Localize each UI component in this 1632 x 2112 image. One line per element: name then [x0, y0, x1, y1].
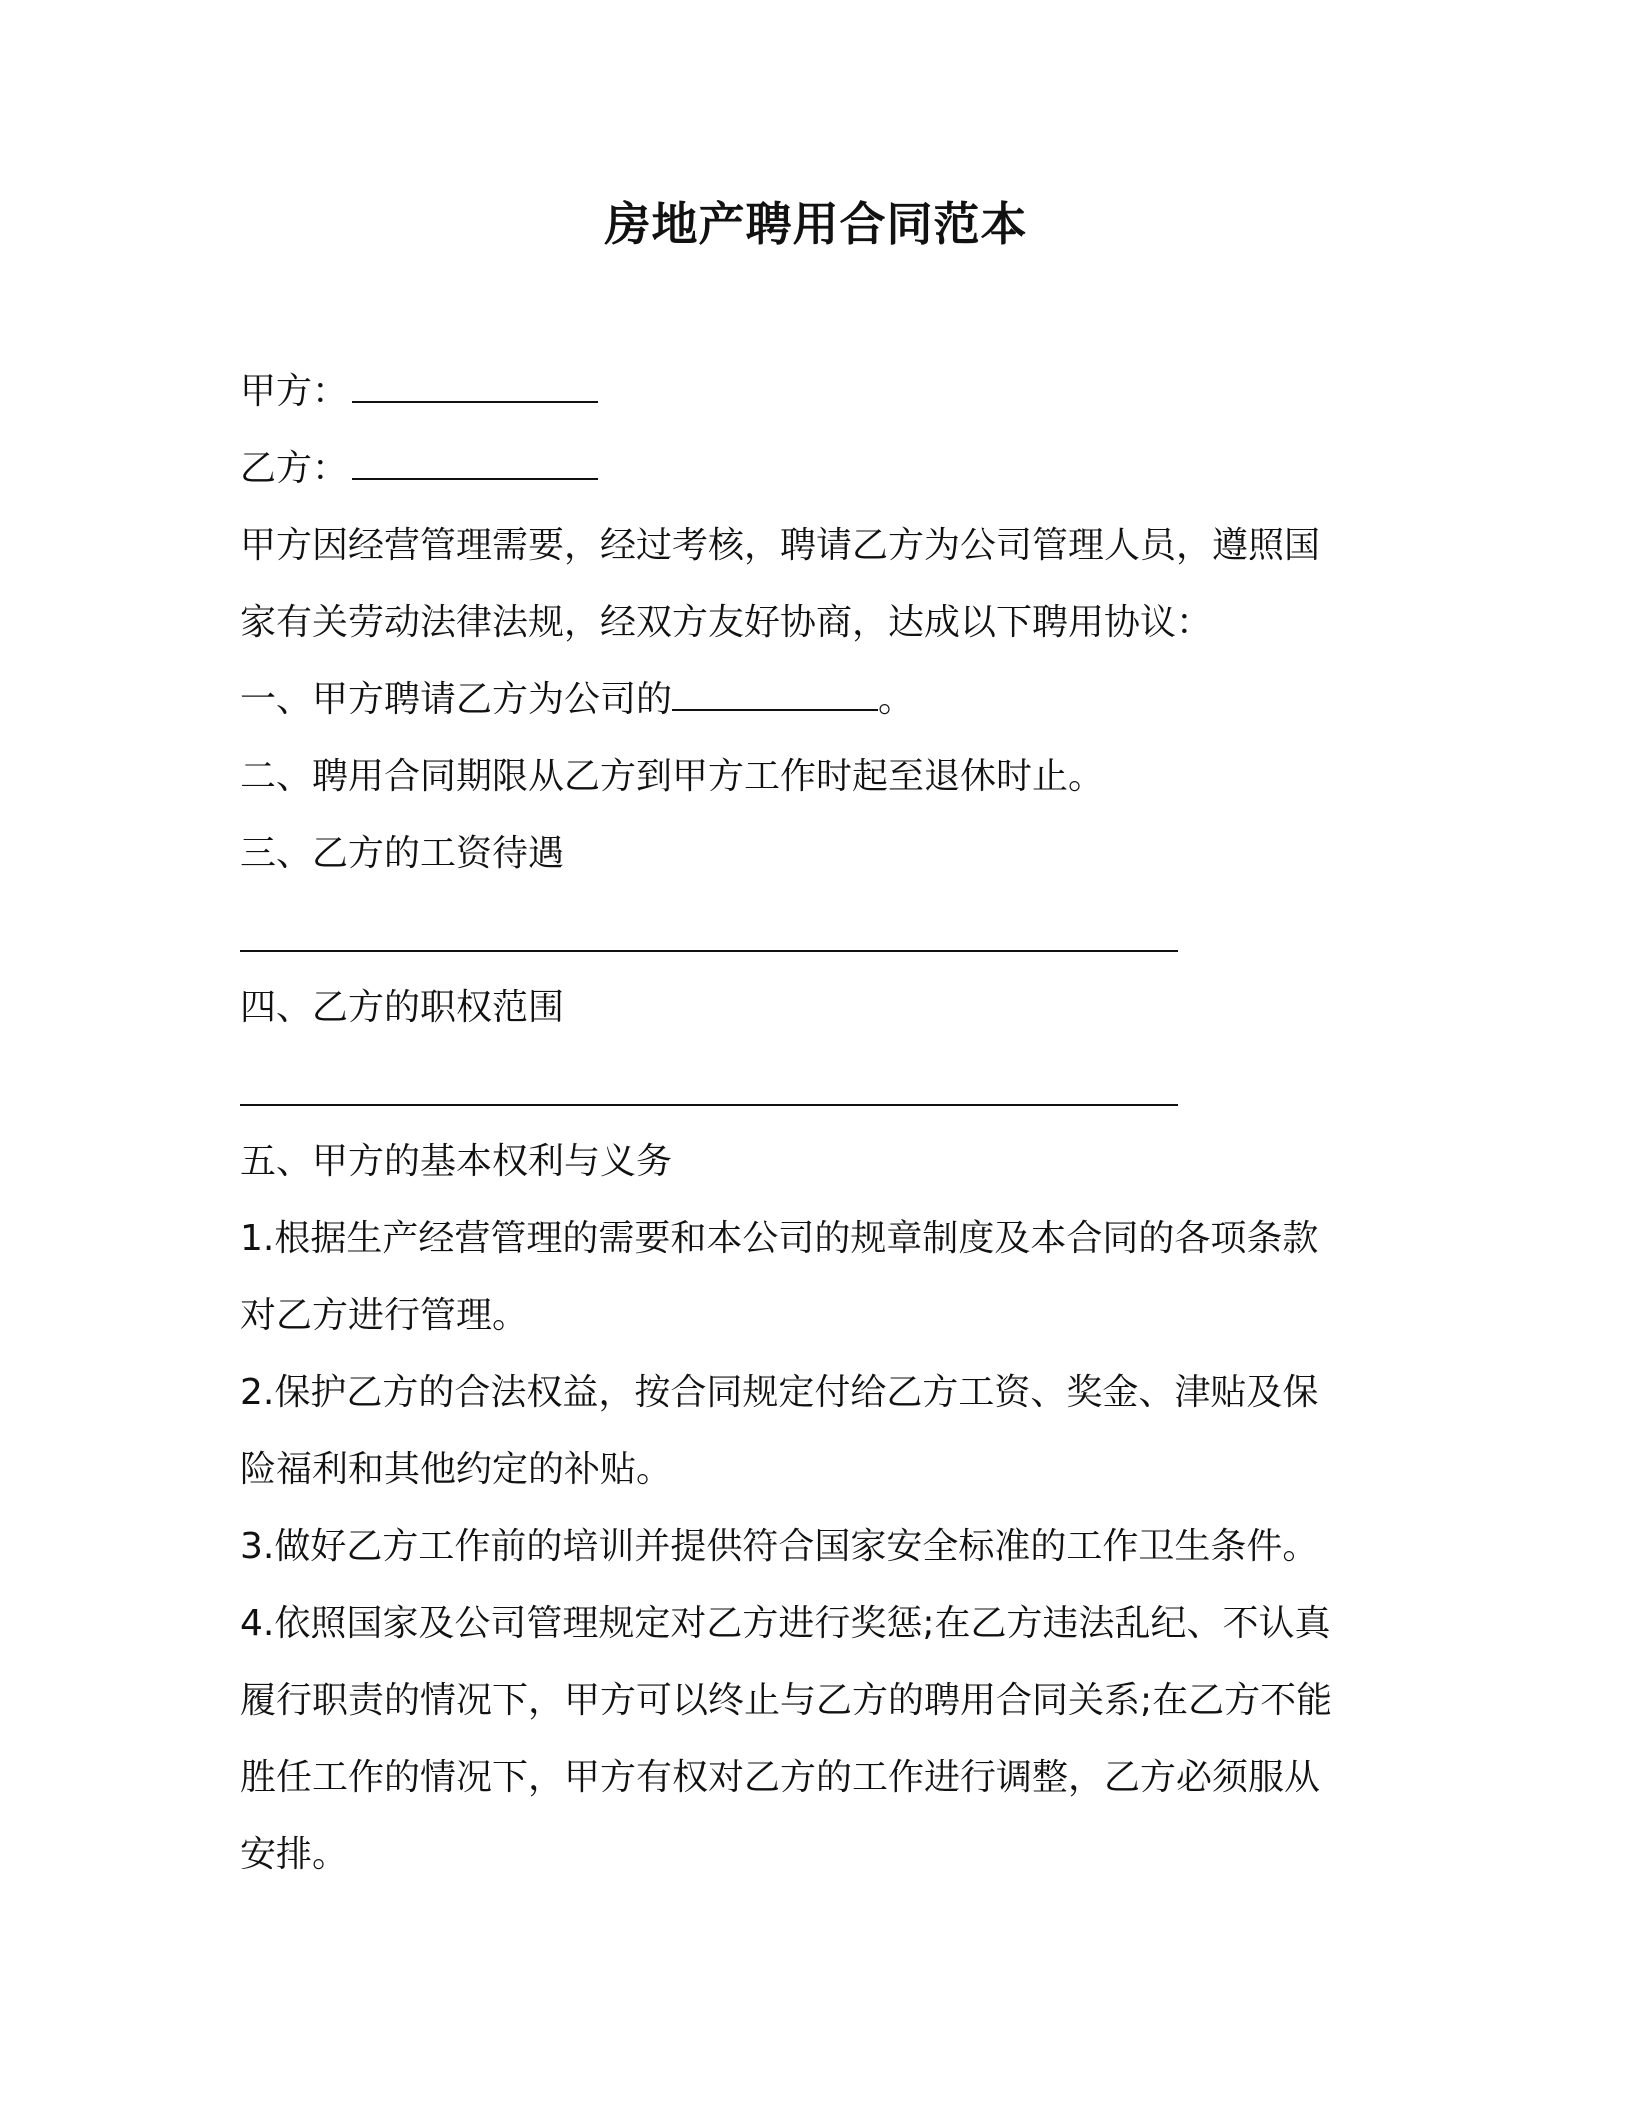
- clause-4: 四、乙方的职权范围: [240, 987, 565, 1028]
- clause-5: 五、甲方的基本权利与义务: [240, 1141, 673, 1182]
- item-4-line-3: 胜任工作的情况下，甲方有权对乙方的工作进行调整，乙方必须服从: [240, 1757, 1321, 1798]
- item-4-line-2: 履行职责的情况下，甲方可以终止与乙方的聘用合同关系;在乙方不能: [240, 1680, 1333, 1721]
- clause-3: 三、乙方的工资待遇: [240, 833, 565, 874]
- party-b-line: [240, 443, 1390, 495]
- clause-2: 二、聘用合同期限从乙方到甲方工作时起至退休时止。: [240, 756, 1105, 797]
- party-a-line: [240, 366, 1390, 418]
- item-4-line-4: 安排。: [240, 1834, 349, 1875]
- item-2-line-2: 险福利和其他约定的补贴。: [240, 1449, 673, 1490]
- intro-line-1: 甲方因经营管理需要，经过考核，聘请乙方为公司管理人员，遵照国: [240, 525, 1321, 566]
- item-1-line-2: 对乙方进行管理。: [240, 1295, 529, 1336]
- clause-1: [240, 674, 1390, 726]
- item-1-line-1: 1.根据生产经营管理的需要和本公司的规章制度及本合同的各项条款: [240, 1218, 1319, 1259]
- clause-3-blank-line: [240, 950, 1178, 952]
- item-4-line-1: 4.依照国家及公司管理规定对乙方进行奖惩;在乙方违法乱纪、不认真: [240, 1603, 1331, 1644]
- item-2-line-1: 2.保护乙方的合法权益，按合同规定付给乙方工资、奖金、津贴及保: [240, 1372, 1319, 1413]
- clause-1-blank: [672, 679, 878, 711]
- clause-1-end: 。: [878, 679, 915, 720]
- document-title: 房地产聘用合同范本: [604, 197, 1028, 251]
- clause-4-blank-line: [240, 1104, 1178, 1106]
- party-a-blank: [352, 371, 598, 403]
- item-3-line-1: 3.做好乙方工作前的培训并提供符合国家安全标准的工作卫生条件。: [240, 1526, 1319, 1567]
- clause-1-text: 一、甲方聘请乙方为公司的: [240, 679, 673, 720]
- party-b-blank: [352, 448, 598, 480]
- intro-line-2: 家有关劳动法律法规，经双方友好协商，达成以下聘用协议：: [240, 602, 1213, 643]
- party-b-label: 乙方：: [240, 448, 349, 489]
- party-a-label: 甲方：: [240, 371, 349, 412]
